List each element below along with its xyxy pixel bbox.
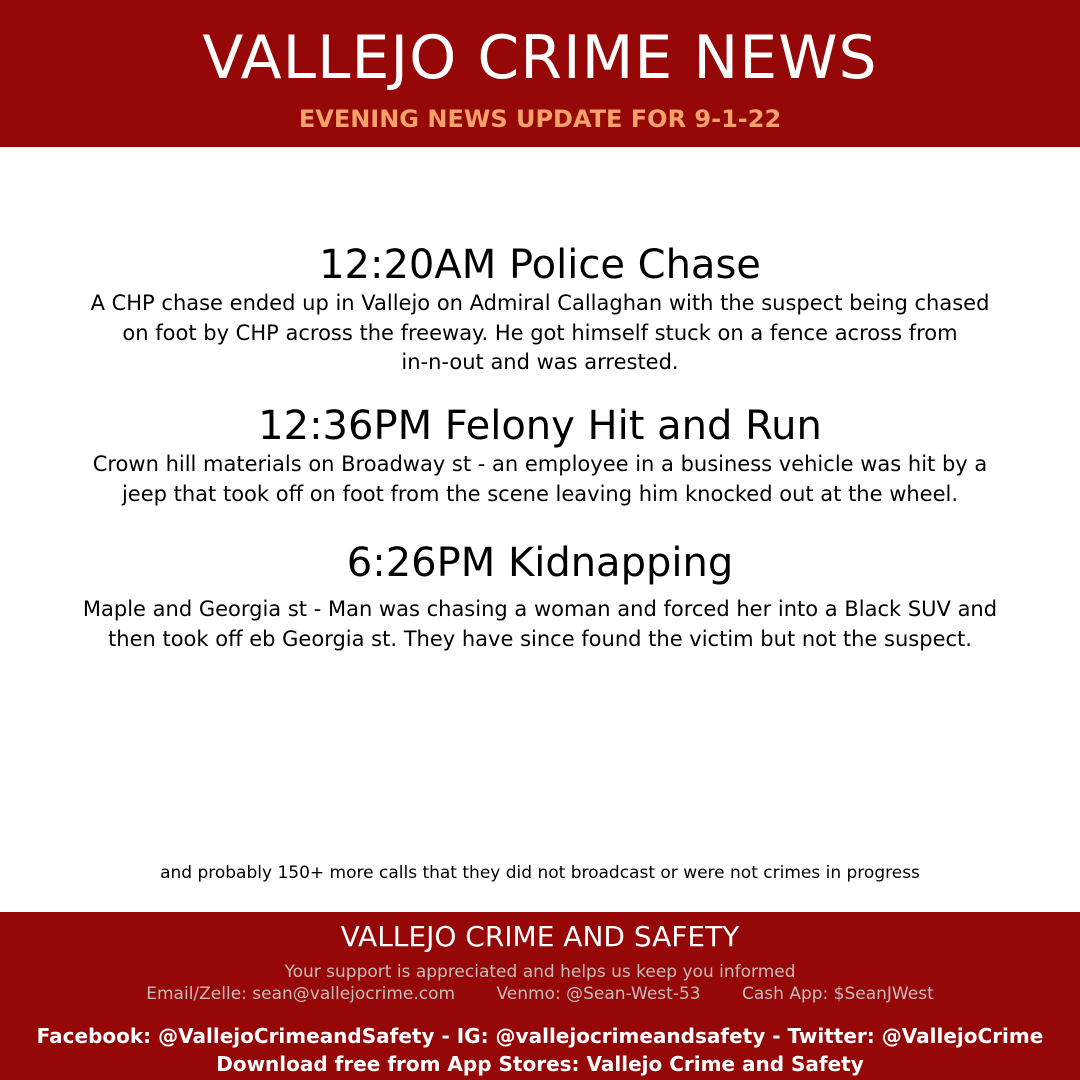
page-subtitle: EVENING NEWS UPDATE FOR 9-1-22 (298, 105, 782, 133)
news-item-body (0, 595, 1080, 654)
news-item-line: in-n-out and was arrested. (401, 350, 679, 374)
news-item-police-chase (0, 241, 1080, 378)
news-item-kidnapping (0, 539, 1080, 654)
news-item-title: 12:36PM Felony Hit and Run (258, 403, 822, 449)
news-item-line: then took off eb Georgia st. They have since found the victim but not the suspect. (108, 626, 972, 651)
footer-title: VALLEJO CRIME AND SAFETY (340, 920, 740, 953)
news-item-line: on foot by CHP across the freeway. He got himself stuck on a fence across from (122, 320, 958, 345)
venmo-handle: Venmo: @Sean-West-53 (496, 984, 701, 1004)
news-item-line: A CHP chase ended up in Vallejo on Admiral Callaghan with the suspect being chased (90, 291, 990, 315)
news-item-line: jeep that took off on foot from the scene leaving him knocked out at the wheel. (121, 481, 959, 506)
news-item-line: Maple and Georgia st - Man was chasing a woman and forced her into a Black SUV and (82, 597, 998, 621)
social-handles: Facebook: @VallejoCrimeandSafety - IG: @vallejocrimeandsafety - Twitter: @VallejoCrime (36, 1024, 1044, 1048)
page-title: VALLEJO CRIME NEWS (202, 23, 878, 93)
header-banner (0, 0, 1080, 147)
news-item-body (0, 450, 1080, 509)
email-zelle: Email/Zelle: sean@vallejocrime.com (146, 984, 456, 1004)
news-item-line: Crown hill materials on Broadway st - an employee in a business vehicle was hit by a (92, 452, 988, 476)
cashapp-handle: Cash App: $SeanJWest (742, 984, 934, 1004)
support-message: Your support is appreciated and helps us keep you informed (284, 962, 796, 982)
payment-info (0, 982, 1080, 1006)
news-item-hit-and-run (0, 402, 1080, 509)
footnote: and probably 150+ more calls that they did not broadcast or were not crimes in progress (160, 863, 920, 883)
news-item-title: 12:20AM Police Chase (319, 242, 761, 288)
app-download-line: Download free from App Stores: Vallejo Crime and Safety (216, 1052, 864, 1076)
news-item-body (0, 289, 1080, 378)
footer-banner (0, 912, 1080, 1080)
news-item-title: 6:26PM Kidnapping (346, 540, 734, 586)
